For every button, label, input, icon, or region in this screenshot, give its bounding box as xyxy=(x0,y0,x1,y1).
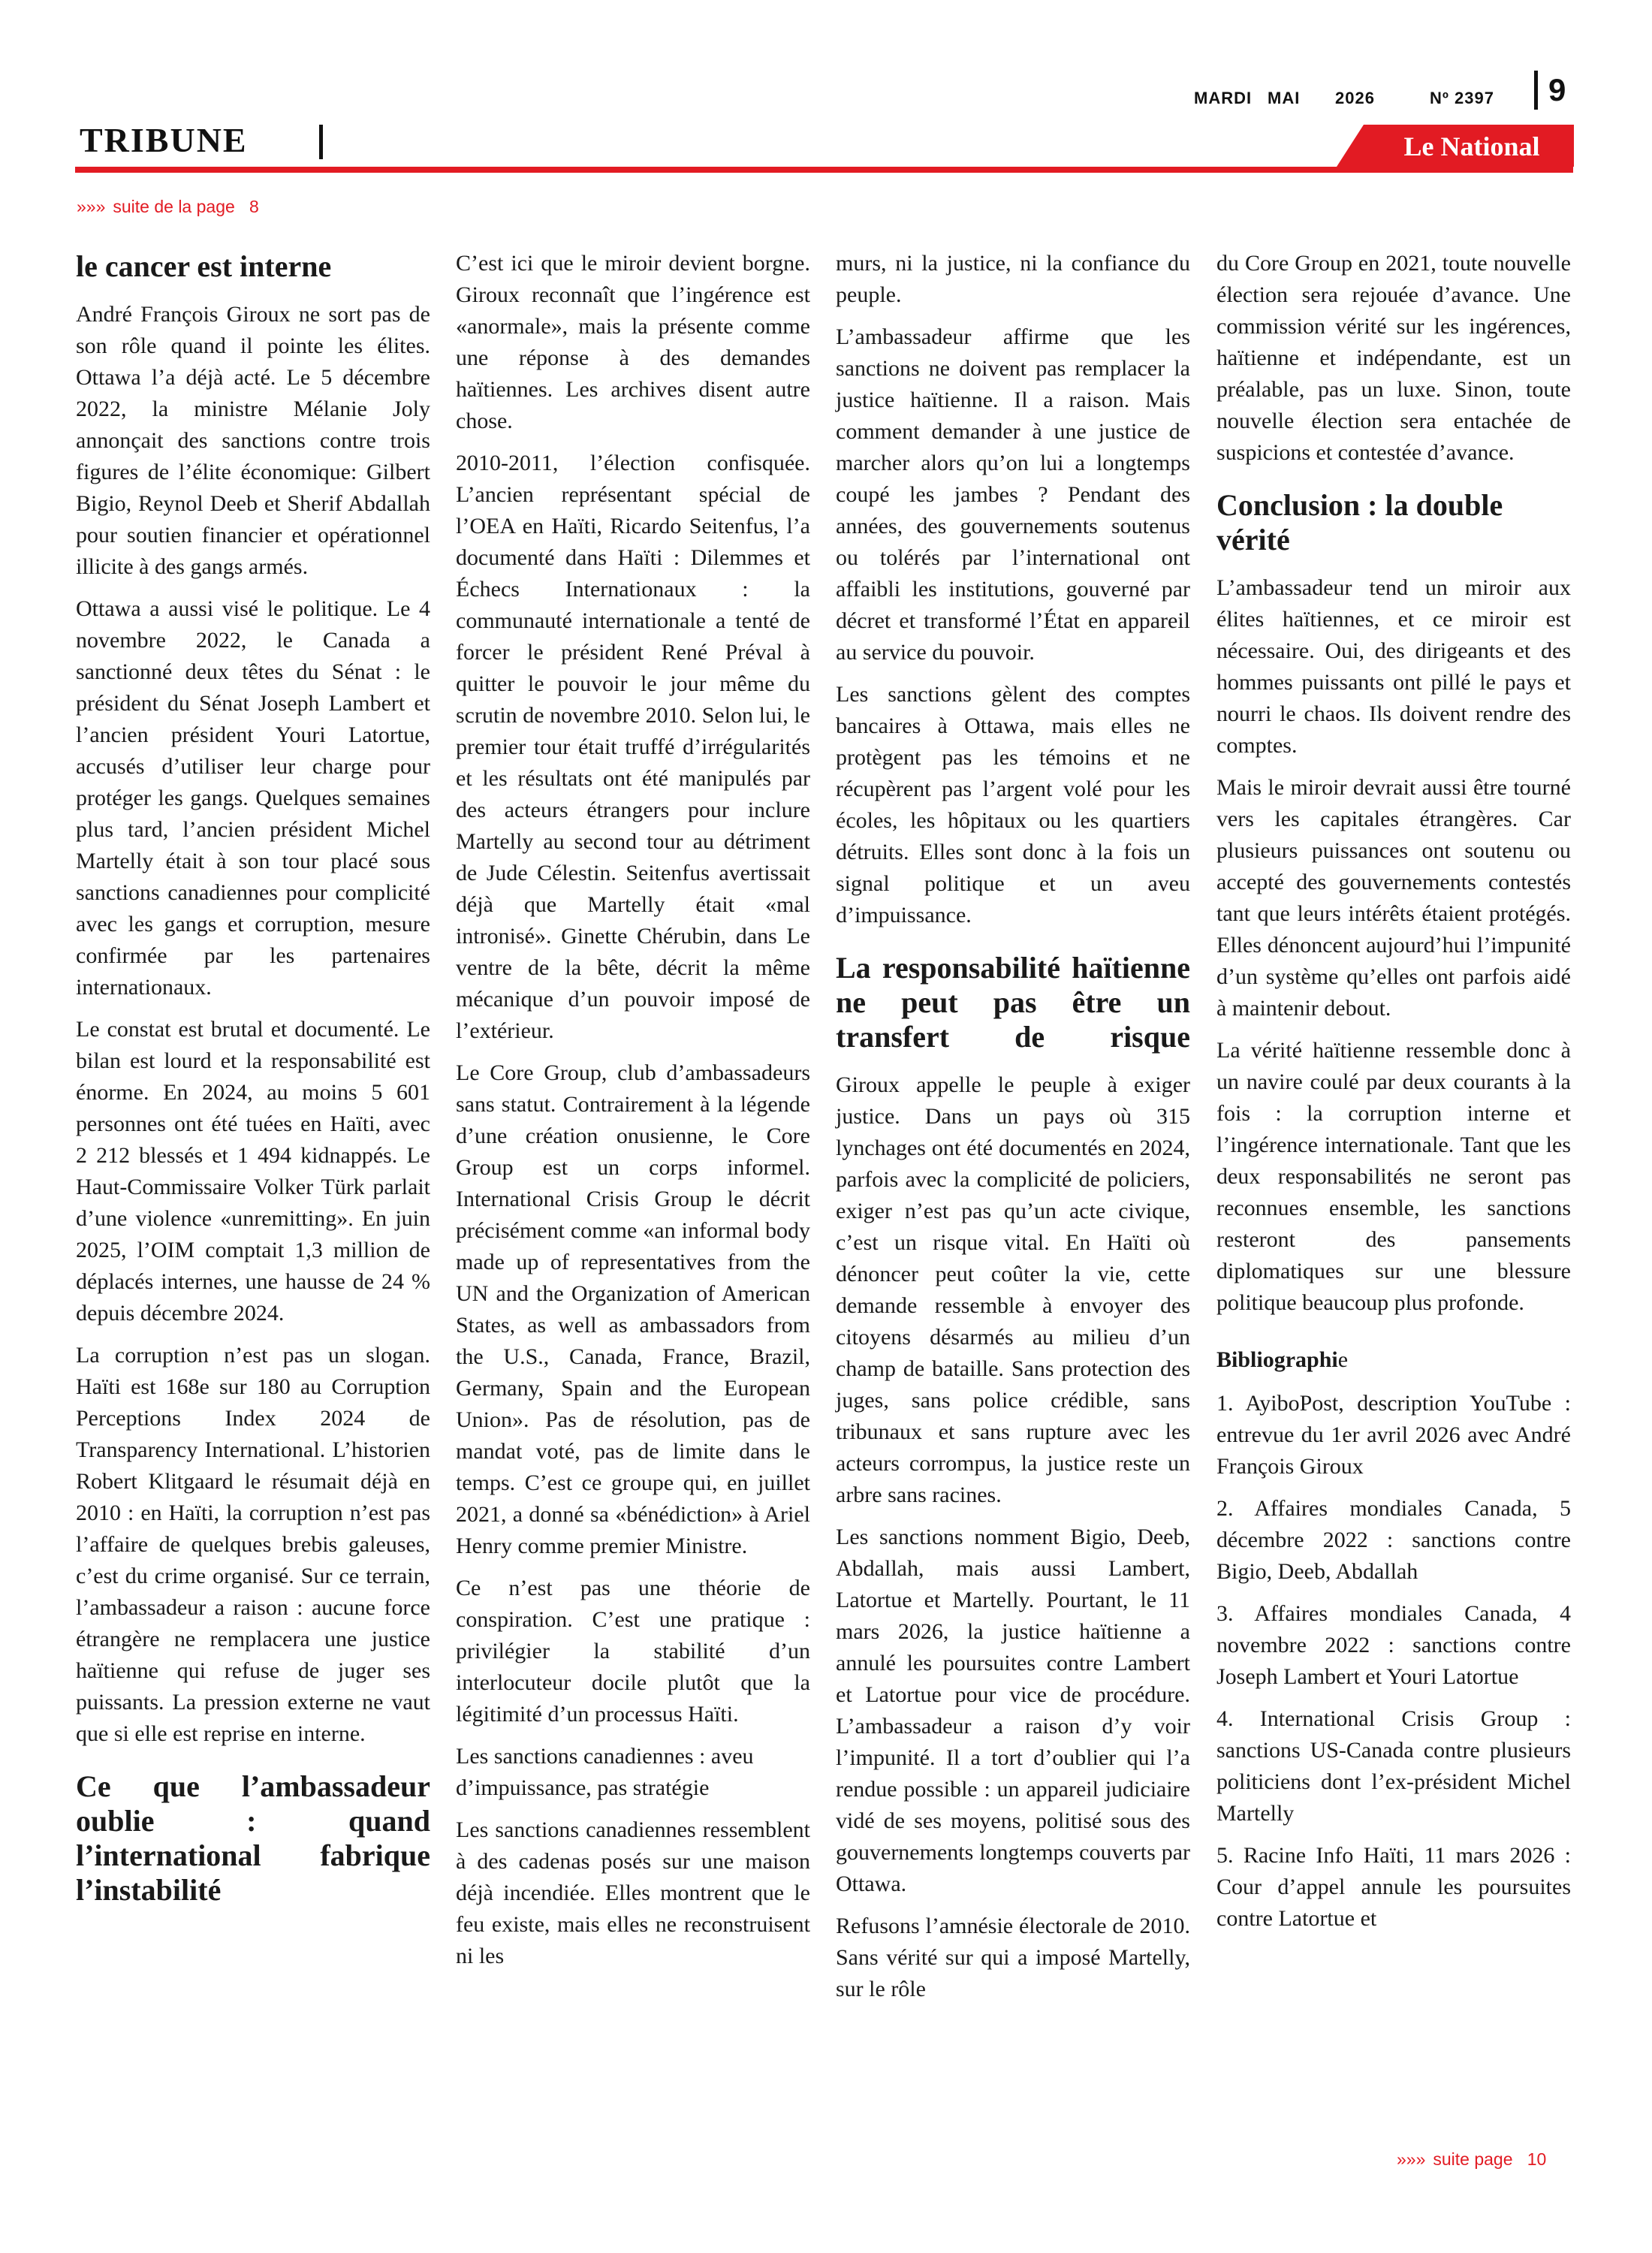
bibliography-item: 1. AyiboPost, description YouTube : entrevue du 1er avril 2026 avec André François Giroux xyxy=(1216,1391,1571,1479)
paragraph: Ottawa a aussi visé le politique. Le 4 novembre 2022, le Canada a sanctionné deux têtes du Sénat : le président du Sénat Joseph Lambert et l’ancien président Youri Latortue, accusés d’utiliser leur charge pour protéger les gangs. Quelques semaines plus tard, l’ancien président Michel Martelly était à son tour placé sous sanctions canadiennes pour complicité avec les gangs et corruption, mesure confirmée par les partenaires internationaux. xyxy=(76,596,430,1000)
paragraph: André François Giroux ne sort pas de son rôle quand il pointe les élites. Ottawa l’a déjà acté. Le 5 décembre 2022, la ministre Mélanie Joly annonçait des sanctions contre trois figures de l’élite économique: Gilbert Bigio, Reynol Deeb et Sherif Abdallah pour soutien financier et opérationnel illicite à des gangs armés. xyxy=(76,302,430,579)
page-number: 9 xyxy=(1548,72,1566,107)
continued-from[interactable] xyxy=(77,197,259,217)
header-divider xyxy=(1534,71,1538,110)
paragraph: murs, ni la justice, ni la confiance du peuple. xyxy=(836,251,1190,307)
continued-from-text: suite de la page xyxy=(113,197,235,216)
continued-to-text: suite page xyxy=(1433,2149,1513,2169)
article-column-1 xyxy=(76,242,430,1923)
bibliography-item: 5. Racine Info Haïti, 11 mars 2026 : Cour d’appel annule les poursuites contre Latortue et xyxy=(1216,1843,1571,1931)
paragraph: Les sanctions canadiennes ressemblent à des cadenas posés sur une maison déjà incendiée. Elles montrent que le feu existe, mais elles ne reconstruisent ni les xyxy=(456,1817,810,1968)
section-divider xyxy=(319,125,323,159)
issue-year: 2026 xyxy=(1335,89,1375,107)
paragraph: Le constat est brutal et documenté. Le bilan est lourd et la responsabilité est énorme. En 2024, au moins 5 601 personnes ont été tuées en Haïti, avec 2 212 blessés et 1 494 kidnappés. Le Haut-Commissaire Volker Türk parlait d’une violence «unremitting». En juin 2025, l’OIM comptait 1,3 million de déplacés internes, une hausse de 24 % depuis décembre 2024. xyxy=(76,1017,430,1326)
publication-name: Le National xyxy=(1403,131,1540,161)
bibliography-heading xyxy=(1216,1344,1571,1376)
paragraph: Les sanctions canadiennes : aveu d’impuissance, pas stratégie xyxy=(456,1744,754,1800)
continued-arrows: »»» xyxy=(77,197,106,216)
paragraph: Giroux appelle le peuple à exiger justice. Dans un pays où 315 lynchages ont été documentés en 2024, parfois avec la complicité de policiers, exiger n’est pas qu’un acte civique, c’est un risque vital. En Haïti où dénoncer peut coûter la vie, cette demande ressemble à envoyer des citoyens désarmés au milieu d’un champ de bataille. Sans protection des juges, sans police crédible, sans tribunaux et sans rupture avec les acteurs corrompus, la justice reste un arbre sans racines. xyxy=(836,1072,1190,1507)
paragraph: Ce n’est pas une théorie de conspiration. C’est une pratique : privilégier la stabilité d’un interlocuteur docile plutôt que la légitimité d’un processus Haïti. xyxy=(456,1576,810,1727)
bibliography-item: 4. International Crisis Group : sanctions US-Canada contre plusieurs politiciens dont l’ex-président Michel Martelly xyxy=(1216,1706,1571,1826)
article-column-4 xyxy=(1216,248,1571,1945)
paragraph: C’est ici que le miroir devient borgne. Giroux reconnaît que l’ingérence est «anormale», mais la présente comme une réponse à des demandes haïtiennes. Les archives disent autre chose. xyxy=(456,251,810,433)
article-column-3 xyxy=(836,248,1190,2016)
bibliography-item: 3. Affaires mondiales Canada, 4 novembre 2022 : sanctions contre Joseph Lambert et Youri Latortue xyxy=(1216,1601,1571,1689)
paragraph: La vérité haïtienne ressemble donc à un navire coulé par deux courants à la fois : la corruption interne et l’ingérence internationale. Tant que les deux responsabilités ne seront pas reconnues ensemble, les sanctions resteront des pansements diplomatiques sur une blessure politique beaucoup plus profonde. xyxy=(1216,1038,1571,1315)
paragraph: L’ambassadeur tend un miroir aux élites haïtiennes, et ce miroir est nécessaire. Oui, des dirigeants et des hommes puissants ont pillé le pays et nourri le chaos. Ils doivent rendre des comptes. xyxy=(1216,575,1571,758)
issue-month: MAI xyxy=(1268,89,1301,107)
paragraph: L’ambassadeur affirme que les sanctions ne doivent pas remplacer la justice haïtienne. Il a raison. Mais comment demander à une justice de marcher alors qu’on lui a longtemps coupé les jambes ? Pendant des années, des gouvernements soutenus ou tolérés par l’international ont affaibli les institutions, gouverné par décret et transformé l’État en appareil au service du pouvoir. xyxy=(836,324,1190,665)
paragraph: Mais le miroir devrait aussi être tourné vers les capitales étrangères. Car plusieurs puissances ont soutenu ou accepté des gouvernements contestés tant que leurs intérêts étaient protégés. Elles dénoncent aujourd’hui l’impunité d’un système qu’elles ont parfois aidé à maintenir debout. xyxy=(1216,775,1571,1021)
paragraph: du Core Group en 2021, toute nouvelle élection sera rejouée d’avance. Une commission vérité sur les ingérences, haïtienne et indépendante, est un préalable, pas un luxe. Sinon, toute nouvelle élection sera entachée de suspicions et contestée d’avance. xyxy=(1216,251,1571,465)
issue-number: Nº 2397 xyxy=(1430,89,1494,107)
section-heading-responsabilite: La responsabilité haïtienne ne peut pas être un transfert de risque xyxy=(836,951,1190,1054)
paragraph: Les sanctions gèlent des comptes bancaires à Ottawa, mais elles ne protègent pas les témoins et ne récupèrent pas l’argent volé pour les écoles, les hôpitaux ou les quartiers détruits. Elles sont donc à la fois un signal politique et un aveu d’impuissance. xyxy=(836,682,1190,927)
article-column-2 xyxy=(456,248,810,1983)
section-title: TRIBUNE xyxy=(80,121,248,159)
paragraph: Les sanctions nomment Bigio, Deeb, Abdallah, mais aussi Lambert, Latortue et Martelly. Pourtant, le 11 mars 2026, la justice haïtienne a annulé les poursuites contre Lambert et Latortue pour vice de procédure. L’ambassadeur a raison d’y voir l’impunité. Il a tort d’oublier qui l’a rendue possible : un appareil judiciaire vidé de ses moyens, politisé sous des gouvernements longtemps couverts par Ottawa. xyxy=(836,1525,1190,1896)
bibliography-heading-text: Bibliographi xyxy=(1216,1347,1338,1372)
continued-to-page: 10 xyxy=(1527,2149,1547,2169)
paragraph: La corruption n’est pas un slogan. Haïti est 168e sur 180 au Corruption Perceptions Index 2024 de Transparency International. L’historien Robert Klitgaard le résumait déjà en 2010 : en Haïti, la corruption n’est pas l’affaire de quelques brebis galeuses, c’est du crime organisé. Sur ce terrain, l’ambassadeur a raison : aucune force étrangère ne remplacera une justice haïtienne qui refuse de juger ses puissants. La pression externe ne vaut que si elle est reprise en interne. xyxy=(76,1343,430,1746)
bibliography-heading-end: e xyxy=(1337,1347,1349,1372)
issue-day: MARDI xyxy=(1194,89,1253,107)
section-heading-conclusion: Conclusion : la double vérité xyxy=(1216,488,1503,556)
column1-heading: le cancer est interne xyxy=(76,249,332,283)
bibliography-item: 2. Affaires mondiales Canada, 5 décembre 2022 : sanctions contre Bigio, Deeb, Abdallah xyxy=(1216,1496,1571,1584)
paragraph: 2010-2011, l’élection confisquée. L’ancien représentant spécial de l’OEA en Haïti, Ricardo Seitenfus, l’a documenté dans Haïti : Dilemmes et Échecs Internationaux : la communauté internationale a tenté de forcer le président René Préval à quitter le pouvoir le jour même du scrutin de novembre 2010. Selon lui, le premier tour était truffé d’irrégularités et les résultats ont été manipulés par des acteurs étrangers pour inclure Martelly au second tour au détriment de Jude Célestin. Seitenfus avertissait déjà que Martelly était «mal intronisé». Ginette Chérubin, dans Le ventre de la bête, décrit la même mécanique d’un pouvoir imposé de l’extérieur. xyxy=(456,451,810,1043)
section-heading-international: Ce que l’ambassadeur oublie : quand l’international fabrique l’instabilité xyxy=(76,1769,430,1907)
continued-from-page: 8 xyxy=(249,197,259,216)
paragraph: Le Core Group, club d’ambassadeurs sans statut. Contrairement à la légende d’une création onusienne, le Core Group est un corps informel. International Crisis Group le décrit précisément comme «an informal body made up of representatives from the UN and the Organization of American States, as well as ambassadors from the U.S., Canada, France, Brazil, Germany, Spain and the European Union». Pas de résolution, pas de mandat voté, pas de limite dans le temps. C’est ce groupe qui, en juillet 2021, a donné sa «bénédiction» à Ariel Henry comme premier Ministre. xyxy=(456,1060,810,1558)
continued-to[interactable] xyxy=(1397,2149,1546,2170)
header-rule xyxy=(75,167,1573,173)
paragraph: Refusons l’amnésie électorale de 2010. Sans vérité sur qui a imposé Martelly, sur le rôle xyxy=(836,1914,1190,2001)
continued-arrows: »»» xyxy=(1397,2149,1426,2169)
